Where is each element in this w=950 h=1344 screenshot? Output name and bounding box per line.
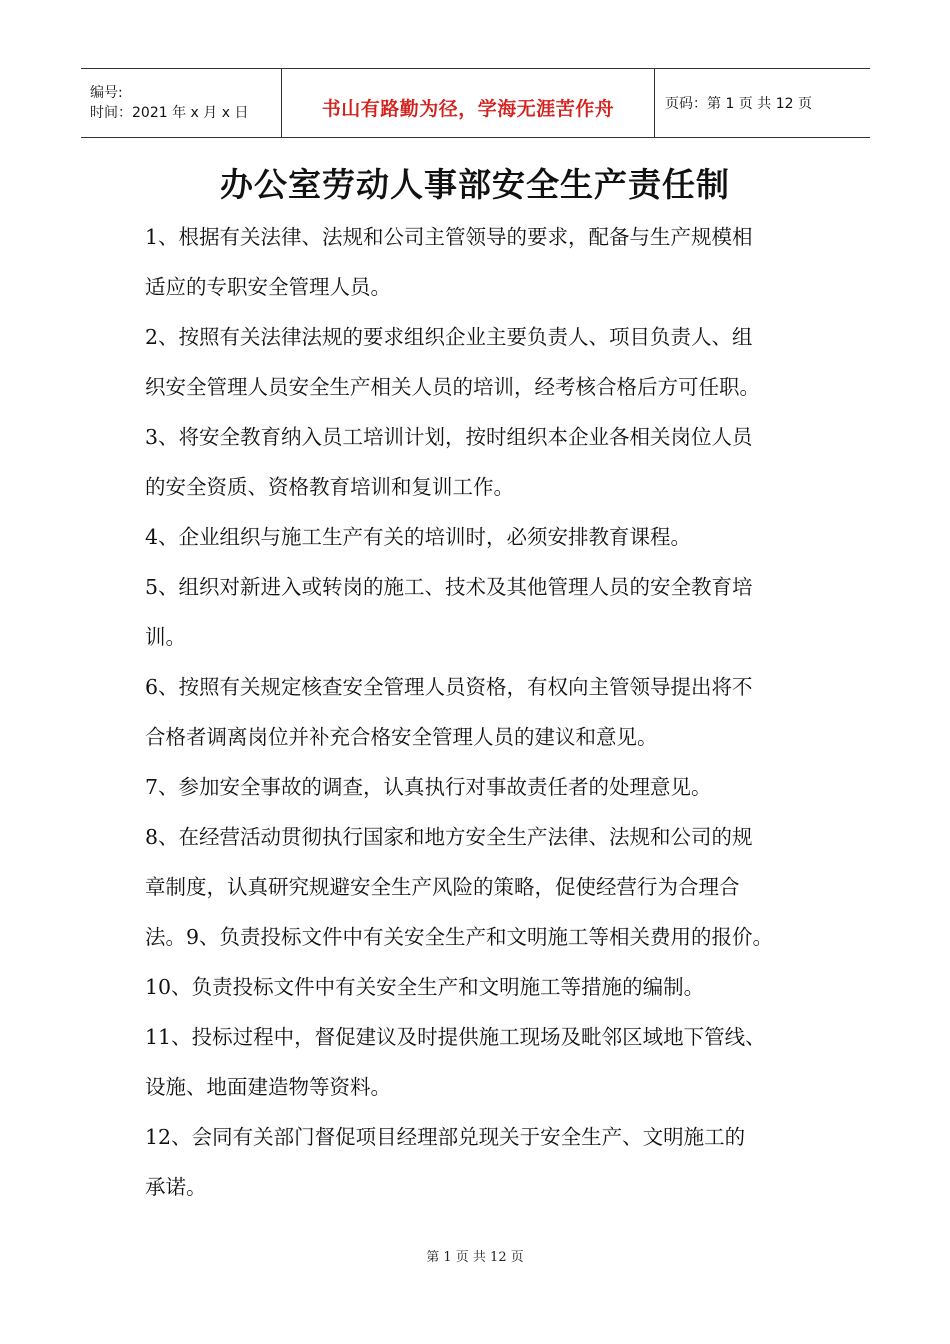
body-line: 的安全资质、资格教育培训和复训工作。 bbox=[145, 475, 514, 499]
body-line: 3、将安全教育纳入员工培训计划，按时组织本企业各相关岗位人员 bbox=[145, 425, 753, 449]
body-line: 织安全管理人员安全生产相关人员的培训，经考核合格后方可任职。 bbox=[145, 375, 760, 399]
number-label: 编号: bbox=[90, 85, 123, 101]
body-line: 6、按照有关规定核查安全管理人员资格，有权向主管领导提出将不 bbox=[145, 675, 753, 699]
header-page-cell bbox=[655, 69, 870, 137]
motto-text: 书山有路勤为径，学海无涯苦作舟 bbox=[321, 97, 615, 120]
document-header bbox=[81, 68, 870, 138]
body-line: 10、负责投标文件中有关安全生产和文明施工等措施的编制。 bbox=[145, 975, 705, 999]
body-line: 适应的专职安全管理人员。 bbox=[145, 275, 391, 299]
body-line: 设施、地面建造物等资料。 bbox=[145, 1075, 391, 1099]
body-line: 合格者调离岗位并补充合格安全管理人员的建议和意见。 bbox=[145, 725, 658, 749]
body-line: 8、在经营活动贯彻执行国家和地方安全生产法律、法规和公司的规 bbox=[145, 825, 753, 849]
header-motto-cell bbox=[282, 69, 655, 137]
page-label: 页码：第 1 页 共 12 页 bbox=[665, 96, 812, 112]
body-line: 11、投标过程中，督促建议及时提供施工现场及毗邻区域地下管线、 bbox=[145, 1025, 766, 1049]
body-line: 承诺。 bbox=[145, 1175, 207, 1199]
body-line: 1、根据有关法律、法规和公司主管领导的要求，配备与生产规模相 bbox=[145, 225, 753, 249]
body-line: 训。 bbox=[145, 625, 186, 649]
body-line: 4、企业组织与施工生产有关的培训时，必须安排教育课程。 bbox=[145, 525, 692, 549]
body-line: 7、参加安全事故的调查，认真执行对事故责任者的处理意见。 bbox=[145, 775, 712, 799]
header-meta-cell bbox=[81, 69, 282, 137]
time-label: 时间：2021 年 x 月 x 日 bbox=[90, 105, 249, 121]
document-body bbox=[145, 212, 835, 1212]
page-footer: 第 1 页 共 12 页 bbox=[426, 1250, 524, 1265]
document-title: 办公室劳动人事部安全生产责任制 bbox=[220, 165, 730, 204]
body-line: 法。9、负责投标文件中有关安全生产和文明施工等相关费用的报价。 bbox=[145, 925, 774, 949]
body-line: 章制度，认真研究规避安全生产风险的策略，促使经营行为合理合 bbox=[145, 875, 740, 899]
body-line: 5、组织对新进入或转岗的施工、技术及其他管理人员的安全教育培 bbox=[145, 575, 753, 599]
body-line: 12、会同有关部门督促项目经理部兑现关于安全生产、文明施工的 bbox=[145, 1125, 746, 1149]
body-line: 2、按照有关法律法规的要求组织企业主要负责人、项目负责人、组 bbox=[145, 325, 753, 349]
